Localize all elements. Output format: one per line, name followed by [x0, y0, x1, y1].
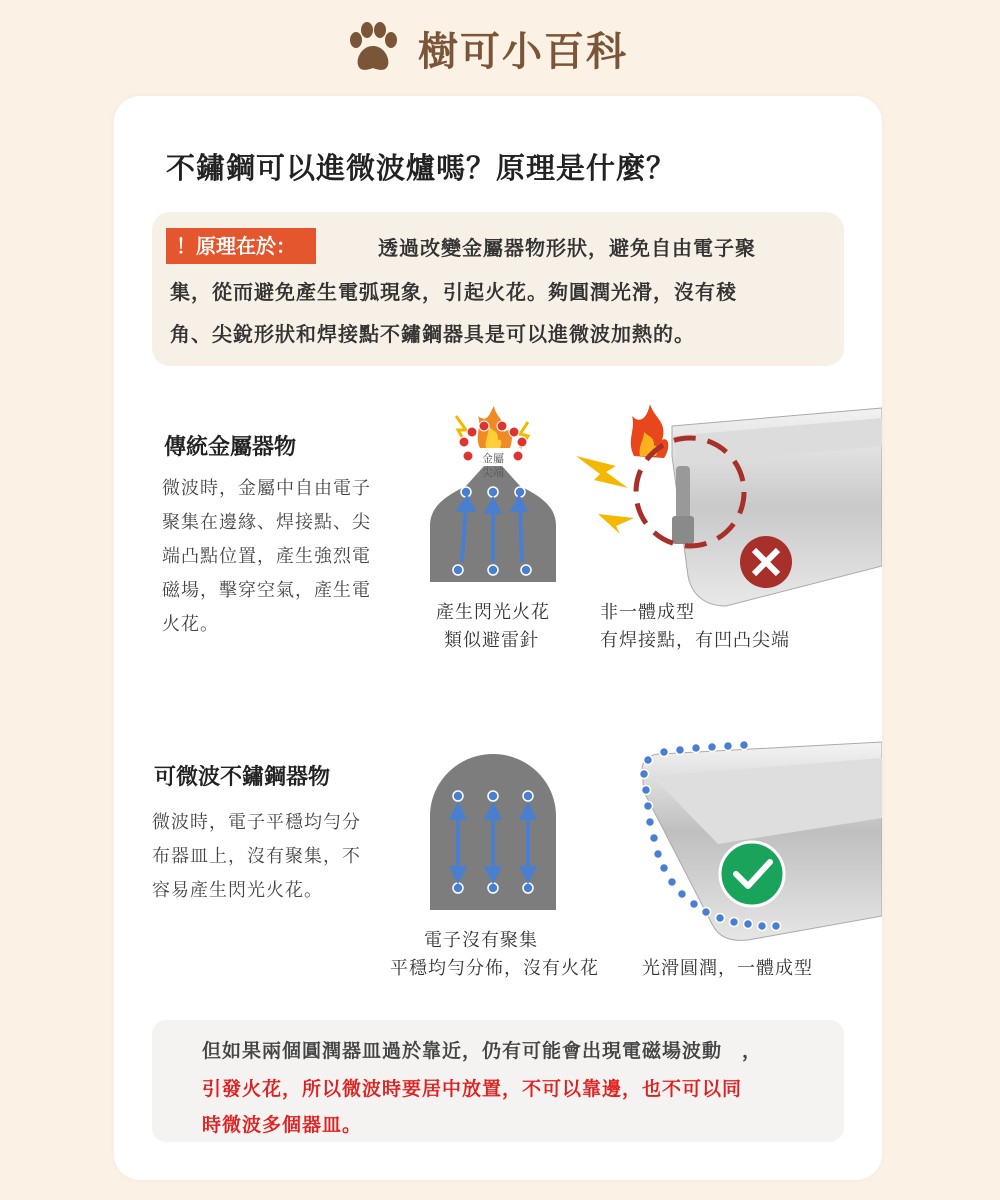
traditional-line: 端凸點位置，產生強烈電	[162, 546, 371, 567]
content-card	[114, 96, 882, 1180]
tip-label-1: 金屬	[482, 453, 504, 465]
seamless-container-photo	[628, 736, 882, 944]
header	[0, 14, 1000, 78]
note-line-1: 但如果兩個圓潤器皿過於靠近，仍有可能會出現電磁場波動 ，	[202, 1040, 763, 1062]
principle-box	[152, 212, 844, 366]
seamless-caption: 光滑圓潤，一體成型	[642, 958, 813, 979]
spark-icon	[576, 456, 628, 488]
page-title: 不鏽鋼可以進微波爐嗎？原理是什麼？	[166, 151, 677, 185]
traditional-description	[162, 472, 371, 642]
rounded-diagram	[430, 754, 556, 910]
site-title: 樹可小百科	[418, 29, 628, 75]
warning-note	[152, 1020, 844, 1142]
microwavable-title: 可微波不鏽鋼器物	[154, 765, 331, 790]
rounded-caption-2: 平穩均勻分佈，沒有火花	[390, 958, 599, 979]
rounded-caption-1: 電子沒有聚集	[424, 930, 538, 951]
paw-icon	[344, 20, 402, 76]
microwavable-line: 微波時，電子平穩均勻分	[152, 812, 361, 833]
traditional-title: 傳統金屬器物	[164, 435, 297, 460]
spike-caption-2: 類似避雷針	[444, 630, 539, 651]
note-line-3: 時微波多個器皿。	[202, 1114, 363, 1136]
microwavable-line: 容易產生閃光火花。	[152, 880, 323, 901]
check-icon	[720, 842, 784, 906]
welded-caption-2: 有焊接點，有凹凸尖端	[600, 630, 790, 651]
principle-line-3: 角、尖銳形狀和焊接點不鏽鋼器具是可以進微波加熱的。	[170, 322, 695, 346]
principle-line-1: 透過改變金屬器物形狀，避免自由電子聚	[378, 236, 756, 260]
traditional-line: 聚集在邊緣、焊接點、尖	[162, 512, 371, 533]
tip-label-2: 尖端	[482, 467, 504, 479]
note-line-2: 引發火花，所以微波時要居中放置，不可以靠邊，也不可以同	[202, 1078, 743, 1100]
welded-caption-1: 非一體成型	[600, 602, 695, 623]
microwavable-description	[152, 806, 361, 908]
sharp-tip-diagram	[426, 406, 560, 596]
traditional-line: 火花。	[162, 614, 219, 635]
principle-line-2: 集，從而避免產生電弧現象，引起火花。夠圓潤光滑，沒有稜	[170, 280, 737, 304]
welded-container-photo	[576, 396, 882, 626]
traditional-line: 微波時，金屬中自由電子	[162, 478, 371, 499]
principle-badge: ！原理在於：	[166, 228, 316, 264]
microwavable-line: 布器皿上，沒有聚集，不	[152, 846, 361, 867]
traditional-line: 磁場，擊穿空氣，產生電	[162, 580, 371, 601]
spike-caption-1: 產生閃光火花	[436, 602, 550, 623]
